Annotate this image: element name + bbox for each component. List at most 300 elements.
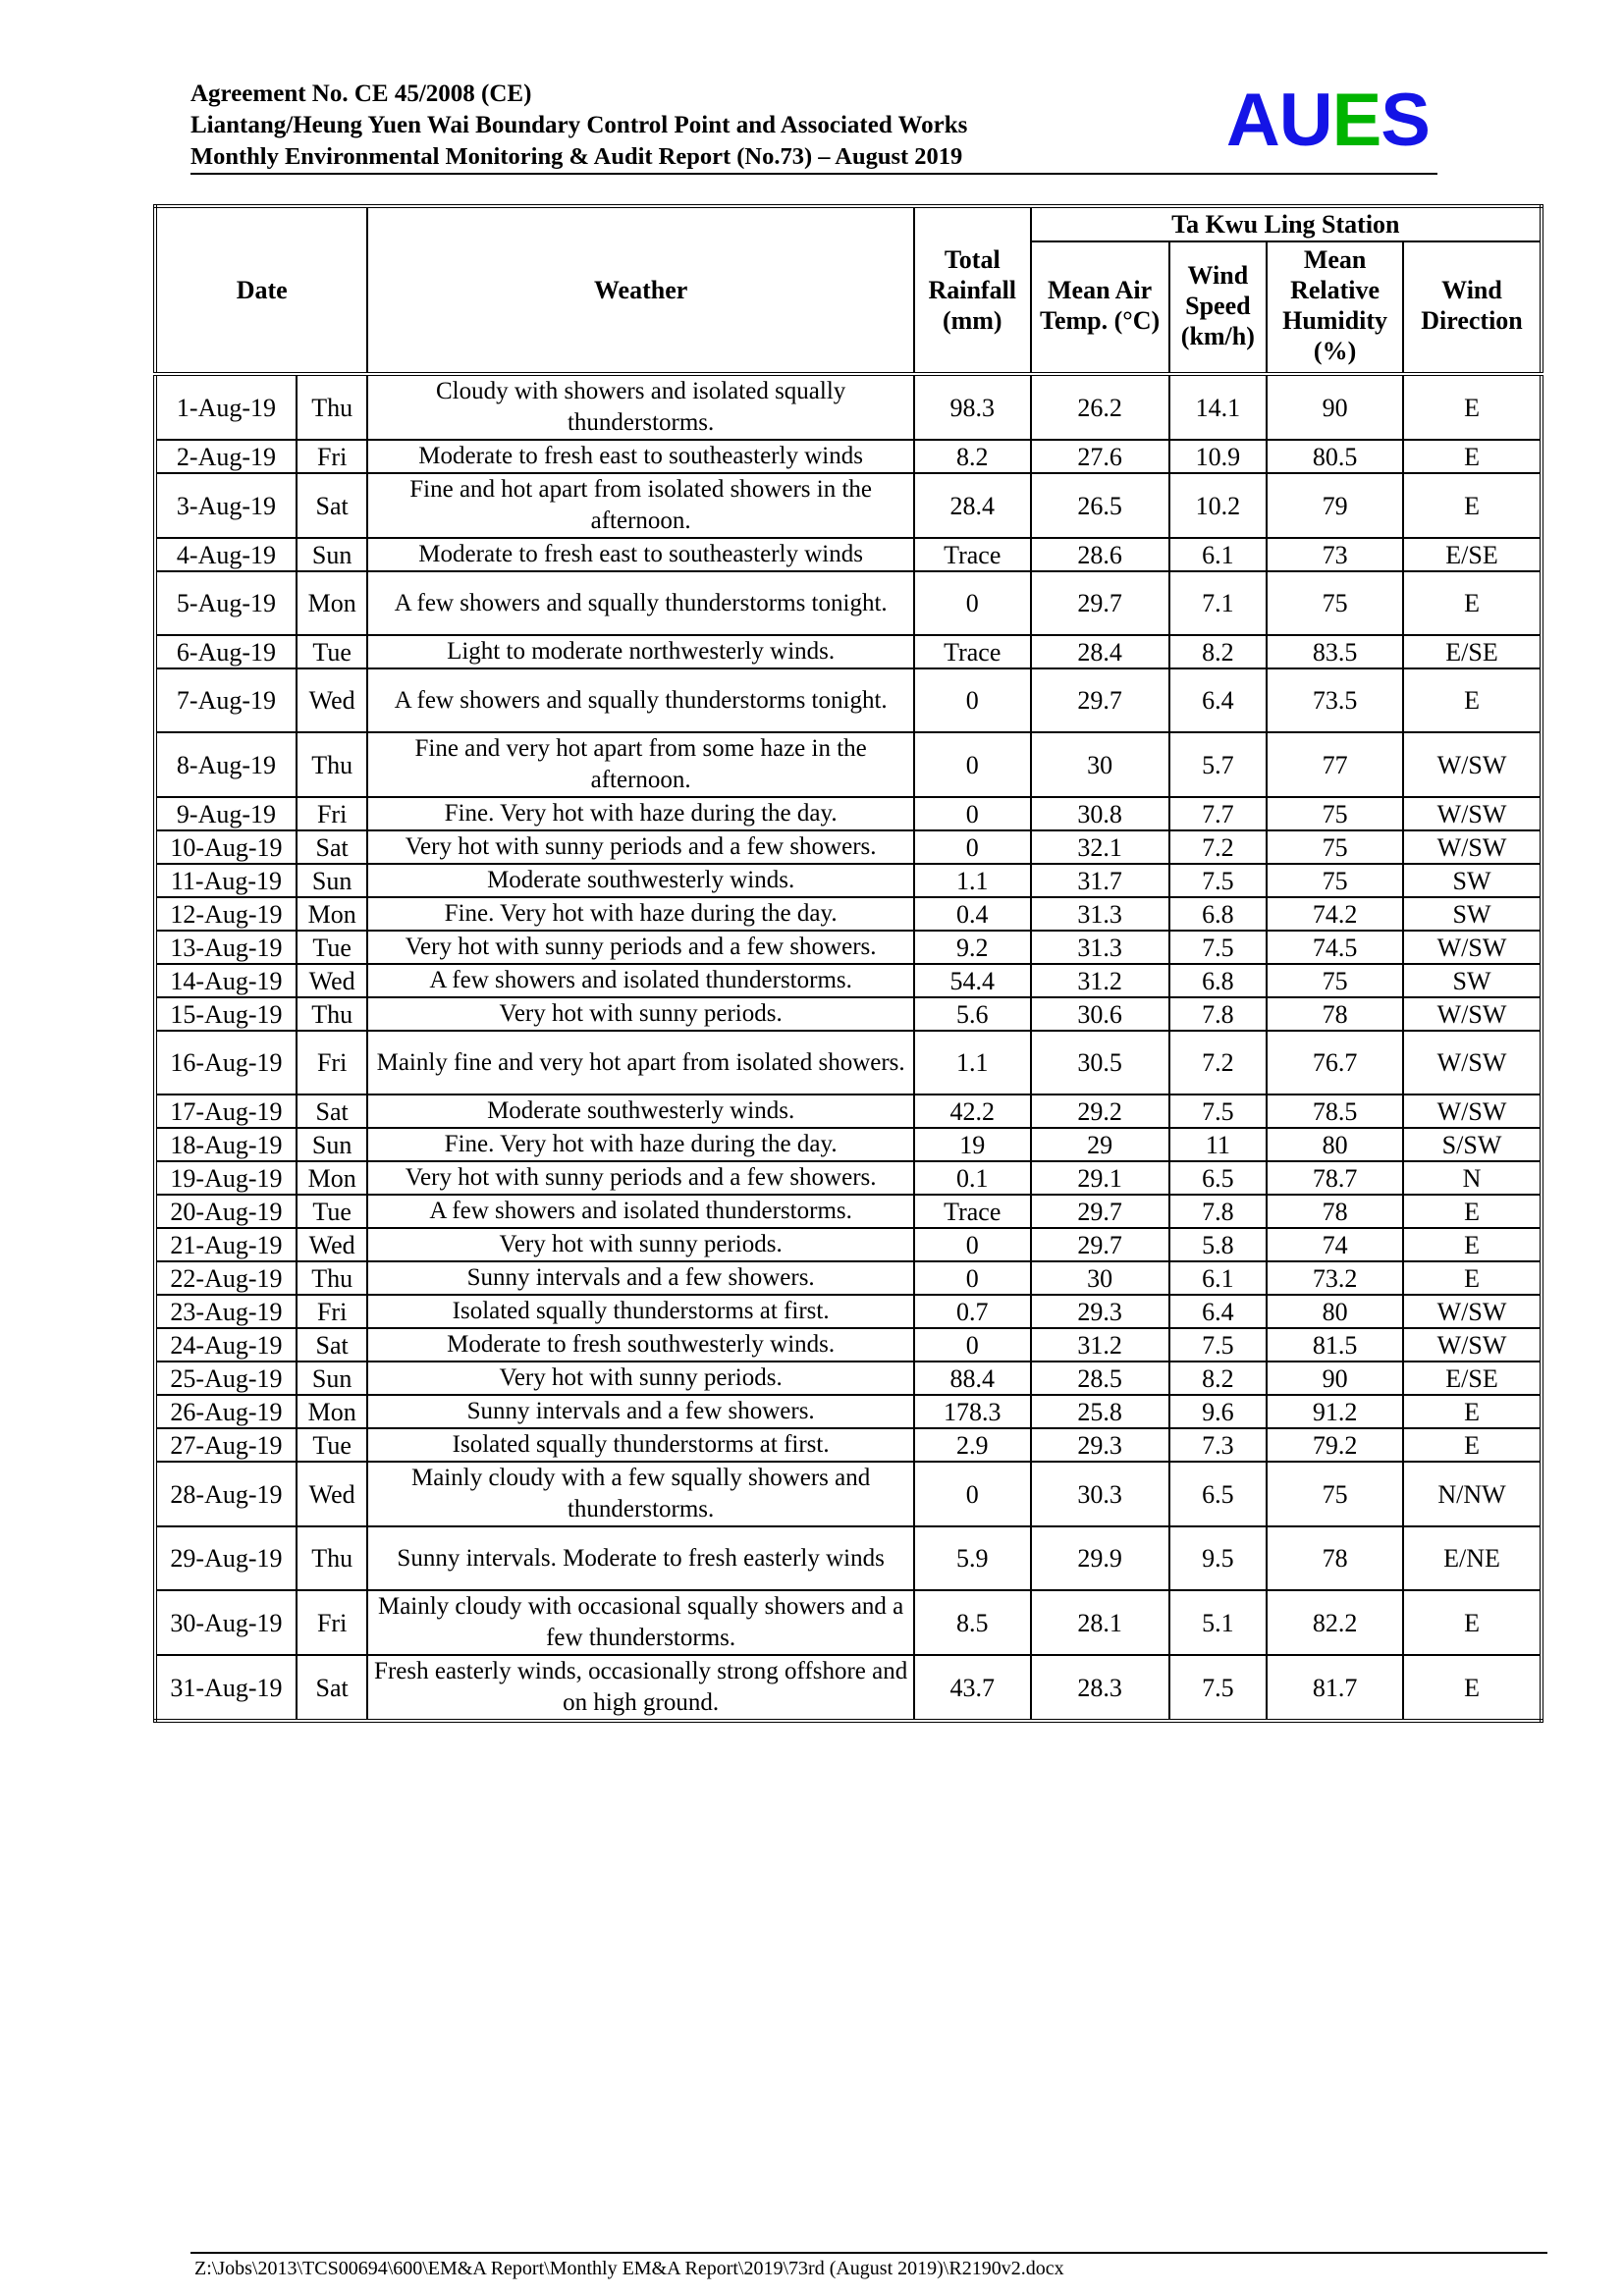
row-humidity: 90 (1267, 1362, 1403, 1395)
row-day: Fri (297, 440, 367, 473)
row-wind-speed: 7.2 (1169, 1031, 1268, 1095)
row-weather: A few showers and squally thunderstorms tonight. (367, 571, 914, 635)
table-row (155, 997, 1542, 1031)
row-date: 11-Aug-19 (155, 864, 297, 897)
table-row (155, 964, 1542, 997)
row-wind-speed: 6.5 (1169, 1161, 1268, 1195)
row-rainfall: 54.4 (914, 964, 1031, 997)
row-weather: Moderate to fresh east to southeasterly winds (367, 538, 914, 571)
row-air-temp: 31.2 (1031, 964, 1169, 997)
row-weather: Fine. Very hot with haze during the day. (367, 797, 914, 830)
row-wind-speed: 6.4 (1169, 668, 1268, 732)
row-air-temp: 29.7 (1031, 571, 1169, 635)
row-day: Sat (297, 1095, 367, 1128)
row-rainfall: 0 (914, 571, 1031, 635)
row-day: Thu (297, 1526, 367, 1590)
row-rainfall: 178.3 (914, 1395, 1031, 1428)
row-rainfall: 0 (914, 668, 1031, 732)
row-wind-direction: E (1403, 571, 1542, 635)
row-weather: Very hot with sunny periods and a few showers. (367, 830, 914, 864)
row-rainfall: 28.4 (914, 473, 1031, 538)
table-body (155, 374, 1542, 1721)
row-humidity: 78 (1267, 997, 1403, 1031)
row-wind-speed: 6.8 (1169, 964, 1268, 997)
row-day: Wed (297, 964, 367, 997)
row-day: Wed (297, 1228, 367, 1261)
row-date: 31-Aug-19 (155, 1655, 297, 1721)
row-humidity: 75 (1267, 830, 1403, 864)
row-date: 29-Aug-19 (155, 1526, 297, 1590)
row-wind-speed: 9.5 (1169, 1526, 1268, 1590)
header-text-block (190, 79, 967, 173)
row-weather: A few showers and isolated thunderstorms. (367, 1195, 914, 1228)
row-day: Wed (297, 1462, 367, 1526)
row-wind-speed: 7.5 (1169, 931, 1268, 964)
row-day: Fri (297, 1031, 367, 1095)
row-wind-direction: E (1403, 1655, 1542, 1721)
row-wind-direction: W/SW (1403, 1328, 1542, 1362)
row-day: Sun (297, 864, 367, 897)
row-date: 13-Aug-19 (155, 931, 297, 964)
row-wind-direction: E (1403, 1395, 1542, 1428)
document-header (190, 79, 1437, 175)
row-weather: A few showers and isolated thunderstorms. (367, 964, 914, 997)
row-date: 27-Aug-19 (155, 1428, 297, 1462)
row-air-temp: 30.3 (1031, 1462, 1169, 1526)
row-wind-direction: SW (1403, 864, 1542, 897)
row-weather: Sunny intervals. Moderate to fresh easterly winds (367, 1526, 914, 1590)
row-wind-speed: 6.4 (1169, 1295, 1268, 1328)
row-humidity: 78 (1267, 1526, 1403, 1590)
row-date: 28-Aug-19 (155, 1462, 297, 1526)
table-row (155, 440, 1542, 473)
row-weather: Isolated squally thunderstorms at first. (367, 1295, 914, 1328)
wind-speed-header: Wind Speed (km/h) (1169, 241, 1268, 374)
row-air-temp: 28.5 (1031, 1362, 1169, 1395)
row-humidity: 79.2 (1267, 1428, 1403, 1462)
row-weather: Very hot with sunny periods and a few showers. (367, 931, 914, 964)
row-air-temp: 29.7 (1031, 1195, 1169, 1228)
row-day: Sun (297, 1128, 367, 1161)
row-wind-speed: 7.1 (1169, 571, 1268, 635)
report-title: Monthly Environmental Monitoring & Audit Report (No.73) – August 2019 (190, 143, 963, 170)
row-air-temp: 31.2 (1031, 1328, 1169, 1362)
row-humidity: 78.5 (1267, 1095, 1403, 1128)
row-weather: A few showers and squally thunderstorms tonight. (367, 668, 914, 732)
row-rainfall: 0.7 (914, 1295, 1031, 1328)
weather-table (153, 204, 1543, 1723)
row-wind-speed: 7.5 (1169, 1095, 1268, 1128)
row-date: 10-Aug-19 (155, 830, 297, 864)
row-day: Sat (297, 1328, 367, 1362)
row-wind-speed: 6.1 (1169, 1261, 1268, 1295)
row-rainfall: 88.4 (914, 1362, 1031, 1395)
table-row (155, 374, 1542, 440)
row-date: 4-Aug-19 (155, 538, 297, 571)
row-wind-speed: 14.1 (1169, 374, 1268, 440)
row-wind-direction: E (1403, 1195, 1542, 1228)
row-rainfall: Trace (914, 635, 1031, 668)
table-row (155, 1395, 1542, 1428)
row-humidity: 75 (1267, 964, 1403, 997)
row-humidity: 80 (1267, 1128, 1403, 1161)
row-weather: Moderate to fresh southwesterly winds. (367, 1328, 914, 1362)
row-rainfall: 19 (914, 1128, 1031, 1161)
row-air-temp: 29.7 (1031, 668, 1169, 732)
row-day: Tue (297, 931, 367, 964)
row-air-temp: 27.6 (1031, 440, 1169, 473)
row-weather: Sunny intervals and a few showers. (367, 1261, 914, 1295)
row-wind-direction: E/SE (1403, 1362, 1542, 1395)
table-row (155, 897, 1542, 931)
row-air-temp: 29.1 (1031, 1161, 1169, 1195)
row-air-temp: 29.2 (1031, 1095, 1169, 1128)
row-date: 14-Aug-19 (155, 964, 297, 997)
row-date: 2-Aug-19 (155, 440, 297, 473)
table-row (155, 668, 1542, 732)
row-wind-direction: W/SW (1403, 1031, 1542, 1095)
row-wind-direction: E (1403, 668, 1542, 732)
row-rainfall: 43.7 (914, 1655, 1031, 1721)
table-row (155, 830, 1542, 864)
row-humidity: 75 (1267, 1462, 1403, 1526)
row-weather: Fresh easterly winds, occasionally strong offshore and on high ground. (367, 1655, 914, 1721)
row-date: 19-Aug-19 (155, 1161, 297, 1195)
row-day: Thu (297, 374, 367, 440)
row-wind-speed: 7.7 (1169, 797, 1268, 830)
row-rainfall: 0 (914, 1261, 1031, 1295)
row-weather: Very hot with sunny periods and a few showers. (367, 1161, 914, 1195)
row-wind-speed: 7.8 (1169, 997, 1268, 1031)
row-rainfall: Trace (914, 538, 1031, 571)
row-wind-direction: E (1403, 1261, 1542, 1295)
row-day: Fri (297, 1590, 367, 1655)
row-day: Fri (297, 1295, 367, 1328)
row-air-temp: 29.3 (1031, 1295, 1169, 1328)
row-weather: Mainly cloudy with occasional squally showers and a few thunderstorms. (367, 1590, 914, 1655)
row-humidity: 81.5 (1267, 1328, 1403, 1362)
row-day: Thu (297, 732, 367, 797)
row-date: 16-Aug-19 (155, 1031, 297, 1095)
table-row (155, 1462, 1542, 1526)
row-rainfall: 0 (914, 1228, 1031, 1261)
row-rainfall: 2.9 (914, 1428, 1031, 1462)
row-humidity: 75 (1267, 864, 1403, 897)
row-date: 17-Aug-19 (155, 1095, 297, 1128)
row-wind-speed: 11 (1169, 1128, 1268, 1161)
row-day: Sat (297, 1655, 367, 1721)
row-day: Mon (297, 571, 367, 635)
row-humidity: 76.7 (1267, 1031, 1403, 1095)
row-rainfall: 0 (914, 797, 1031, 830)
row-day: Mon (297, 1395, 367, 1428)
row-day: Mon (297, 1161, 367, 1195)
row-rainfall: 9.2 (914, 931, 1031, 964)
row-date: 18-Aug-19 (155, 1128, 297, 1161)
row-humidity: 75 (1267, 571, 1403, 635)
table-row (155, 864, 1542, 897)
row-air-temp: 31.3 (1031, 897, 1169, 931)
row-humidity: 81.7 (1267, 1655, 1403, 1721)
row-humidity: 74.5 (1267, 931, 1403, 964)
row-rainfall: 8.2 (914, 440, 1031, 473)
row-rainfall: 0 (914, 830, 1031, 864)
row-rainfall: 98.3 (914, 374, 1031, 440)
row-day: Sat (297, 830, 367, 864)
row-wind-speed: 7.2 (1169, 830, 1268, 864)
row-humidity: 77 (1267, 732, 1403, 797)
row-humidity: 90 (1267, 374, 1403, 440)
row-date: 23-Aug-19 (155, 1295, 297, 1328)
row-date: 6-Aug-19 (155, 635, 297, 668)
row-weather: Light to moderate northwesterly winds. (367, 635, 914, 668)
row-wind-speed: 8.2 (1169, 635, 1268, 668)
row-wind-direction: E/SE (1403, 635, 1542, 668)
row-air-temp: 29.7 (1031, 1228, 1169, 1261)
row-date: 25-Aug-19 (155, 1362, 297, 1395)
row-wind-direction: S/SW (1403, 1128, 1542, 1161)
row-date: 7-Aug-19 (155, 668, 297, 732)
row-rainfall: 5.9 (914, 1526, 1031, 1590)
table-row (155, 1031, 1542, 1095)
row-wind-speed: 6.5 (1169, 1462, 1268, 1526)
humidity-header: Mean Relative Humidity (%) (1267, 241, 1403, 374)
row-date: 8-Aug-19 (155, 732, 297, 797)
row-wind-direction: E (1403, 374, 1542, 440)
logo-part-3: S (1380, 79, 1430, 162)
row-rainfall: 42.2 (914, 1095, 1031, 1128)
row-day: Tue (297, 635, 367, 668)
row-wind-speed: 10.9 (1169, 440, 1268, 473)
row-day: Sun (297, 1362, 367, 1395)
row-weather: Cloudy with showers and isolated squally thunderstorms. (367, 374, 914, 440)
row-wind-direction: E (1403, 1590, 1542, 1655)
row-air-temp: 29.3 (1031, 1428, 1169, 1462)
row-wind-direction: E (1403, 1228, 1542, 1261)
row-humidity: 78.7 (1267, 1161, 1403, 1195)
row-weather: Fine. Very hot with haze during the day. (367, 897, 914, 931)
table-row (155, 1128, 1542, 1161)
table-row (155, 1161, 1542, 1195)
row-air-temp: 30 (1031, 1261, 1169, 1295)
row-date: 22-Aug-19 (155, 1261, 297, 1295)
row-weather: Moderate to fresh east to southeasterly winds (367, 440, 914, 473)
row-rainfall: 8.5 (914, 1590, 1031, 1655)
aues-logo (1225, 79, 1430, 162)
row-date: 26-Aug-19 (155, 1395, 297, 1428)
row-wind-direction: W/SW (1403, 732, 1542, 797)
row-wind-speed: 7.8 (1169, 1195, 1268, 1228)
row-humidity: 73.2 (1267, 1261, 1403, 1295)
row-day: Wed (297, 668, 367, 732)
row-weather: Very hot with sunny periods. (367, 997, 914, 1031)
row-weather: Moderate southwesterly winds. (367, 864, 914, 897)
row-weather: Fine. Very hot with haze during the day. (367, 1128, 914, 1161)
row-day: Thu (297, 997, 367, 1031)
row-air-temp: 28.1 (1031, 1590, 1169, 1655)
row-wind-speed: 5.7 (1169, 732, 1268, 797)
row-weather: Sunny intervals and a few showers. (367, 1395, 914, 1428)
row-day: Thu (297, 1261, 367, 1295)
row-day: Sun (297, 538, 367, 571)
row-wind-direction: W/SW (1403, 830, 1542, 864)
row-wind-speed: 5.1 (1169, 1590, 1268, 1655)
row-wind-direction: E (1403, 1428, 1542, 1462)
row-rainfall: 0 (914, 732, 1031, 797)
header-divider (190, 173, 1437, 175)
row-air-temp: 26.5 (1031, 473, 1169, 538)
table-row (155, 1655, 1542, 1721)
row-wind-speed: 10.2 (1169, 473, 1268, 538)
station-header: Ta Kwu Ling Station (1031, 206, 1542, 241)
row-day: Fri (297, 797, 367, 830)
row-date: 12-Aug-19 (155, 897, 297, 931)
agreement-number: Agreement No. CE 45/2008 (CE) (190, 80, 532, 107)
row-wind-speed: 6.8 (1169, 897, 1268, 931)
row-air-temp: 30.8 (1031, 797, 1169, 830)
row-date: 30-Aug-19 (155, 1590, 297, 1655)
table-row (155, 1428, 1542, 1462)
row-wind-speed: 7.5 (1169, 1655, 1268, 1721)
row-rainfall: 1.1 (914, 864, 1031, 897)
row-date: 1-Aug-19 (155, 374, 297, 440)
table-row (155, 1526, 1542, 1590)
table-header (155, 206, 1542, 374)
table-row (155, 797, 1542, 830)
row-wind-direction: SW (1403, 897, 1542, 931)
row-humidity: 83.5 (1267, 635, 1403, 668)
row-humidity: 73 (1267, 538, 1403, 571)
row-wind-direction: W/SW (1403, 931, 1542, 964)
row-humidity: 82.2 (1267, 1590, 1403, 1655)
row-humidity: 80 (1267, 1295, 1403, 1328)
logo-part-2: E (1331, 79, 1381, 162)
row-air-temp: 26.2 (1031, 374, 1169, 440)
row-air-temp: 30.5 (1031, 1031, 1169, 1095)
row-rainfall: Trace (914, 1195, 1031, 1228)
row-wind-speed: 7.5 (1169, 864, 1268, 897)
row-date: 3-Aug-19 (155, 473, 297, 538)
row-wind-direction: E (1403, 473, 1542, 538)
row-wind-direction: W/SW (1403, 1295, 1542, 1328)
table-row (155, 473, 1542, 538)
row-air-temp: 30.6 (1031, 997, 1169, 1031)
row-wind-direction: E/NE (1403, 1526, 1542, 1590)
row-date: 24-Aug-19 (155, 1328, 297, 1362)
row-weather: Very hot with sunny periods. (367, 1362, 914, 1395)
row-air-temp: 32.1 (1031, 830, 1169, 864)
row-wind-direction: E/SE (1403, 538, 1542, 571)
row-wind-direction: W/SW (1403, 997, 1542, 1031)
row-wind-direction: N/NW (1403, 1462, 1542, 1526)
row-date: 15-Aug-19 (155, 997, 297, 1031)
row-humidity: 78 (1267, 1195, 1403, 1228)
row-air-temp: 28.6 (1031, 538, 1169, 571)
row-air-temp: 30 (1031, 732, 1169, 797)
table-row (155, 538, 1542, 571)
row-date: 5-Aug-19 (155, 571, 297, 635)
row-humidity: 74.2 (1267, 897, 1403, 931)
table-row (155, 1228, 1542, 1261)
table-row (155, 1328, 1542, 1362)
rainfall-header: Total Rainfall (mm) (914, 206, 1031, 374)
row-rainfall: 0 (914, 1462, 1031, 1526)
row-air-temp: 31.3 (1031, 931, 1169, 964)
row-date: 9-Aug-19 (155, 797, 297, 830)
row-rainfall: 0.1 (914, 1161, 1031, 1195)
date-header: Date (155, 206, 367, 374)
row-air-temp: 31.7 (1031, 864, 1169, 897)
table-row (155, 635, 1542, 668)
row-day: Tue (297, 1428, 367, 1462)
row-day: Tue (297, 1195, 367, 1228)
footer-file-path: Z:\Jobs\2013\TCS00694\600\EM&A Report\Monthly EM&A Report\2019\73rd (August 2019)\R2190v2.docx (194, 2258, 1064, 2279)
row-wind-direction: N (1403, 1161, 1542, 1195)
row-day: Mon (297, 897, 367, 931)
row-humidity: 79 (1267, 473, 1403, 538)
table-row (155, 571, 1542, 635)
weather-header: Weather (367, 206, 914, 374)
project-title: Liantang/Heung Yuen Wai Boundary Control Point and Associated Works (190, 112, 968, 138)
table-row (155, 1362, 1542, 1395)
row-wind-speed: 6.1 (1169, 538, 1268, 571)
logo-part-1: AU (1225, 79, 1332, 162)
row-weather: Mainly cloudy with a few squally showers and thunderstorms. (367, 1462, 914, 1526)
table-row (155, 1590, 1542, 1655)
row-weather: Very hot with sunny periods. (367, 1228, 914, 1261)
row-wind-speed: 7.3 (1169, 1428, 1268, 1462)
table-row (155, 1295, 1542, 1328)
temp-header: Mean Air Temp. (°C) (1031, 241, 1169, 374)
wind-direction-header: Wind Direction (1403, 241, 1542, 374)
row-wind-speed: 8.2 (1169, 1362, 1268, 1395)
row-humidity: 74 (1267, 1228, 1403, 1261)
row-rainfall: 5.6 (914, 997, 1031, 1031)
row-rainfall: 1.1 (914, 1031, 1031, 1095)
row-air-temp: 29 (1031, 1128, 1169, 1161)
row-weather: Mainly fine and very hot apart from isolated showers. (367, 1031, 914, 1095)
row-air-temp: 28.4 (1031, 635, 1169, 668)
row-weather: Isolated squally thunderstorms at first. (367, 1428, 914, 1462)
row-air-temp: 29.9 (1031, 1526, 1169, 1590)
row-day: Sat (297, 473, 367, 538)
row-humidity: 80.5 (1267, 440, 1403, 473)
table-row (155, 732, 1542, 797)
row-wind-direction: E (1403, 440, 1542, 473)
row-air-temp: 28.3 (1031, 1655, 1169, 1721)
row-date: 21-Aug-19 (155, 1228, 297, 1261)
row-wind-direction: W/SW (1403, 797, 1542, 830)
row-weather: Moderate southwesterly winds. (367, 1095, 914, 1128)
row-humidity: 91.2 (1267, 1395, 1403, 1428)
row-weather: Fine and very hot apart from some haze in the afternoon. (367, 732, 914, 797)
row-weather: Fine and hot apart from isolated showers in the afternoon. (367, 473, 914, 538)
row-wind-direction: W/SW (1403, 1095, 1542, 1128)
row-date: 20-Aug-19 (155, 1195, 297, 1228)
row-wind-direction: SW (1403, 964, 1542, 997)
row-humidity: 75 (1267, 797, 1403, 830)
row-wind-speed: 5.8 (1169, 1228, 1268, 1261)
row-humidity: 73.5 (1267, 668, 1403, 732)
table-row (155, 1195, 1542, 1228)
table-row (155, 1095, 1542, 1128)
row-air-temp: 25.8 (1031, 1395, 1169, 1428)
table-row (155, 1261, 1542, 1295)
row-rainfall: 0.4 (914, 897, 1031, 931)
table-row (155, 931, 1542, 964)
row-wind-speed: 7.5 (1169, 1328, 1268, 1362)
row-wind-speed: 9.6 (1169, 1395, 1268, 1428)
